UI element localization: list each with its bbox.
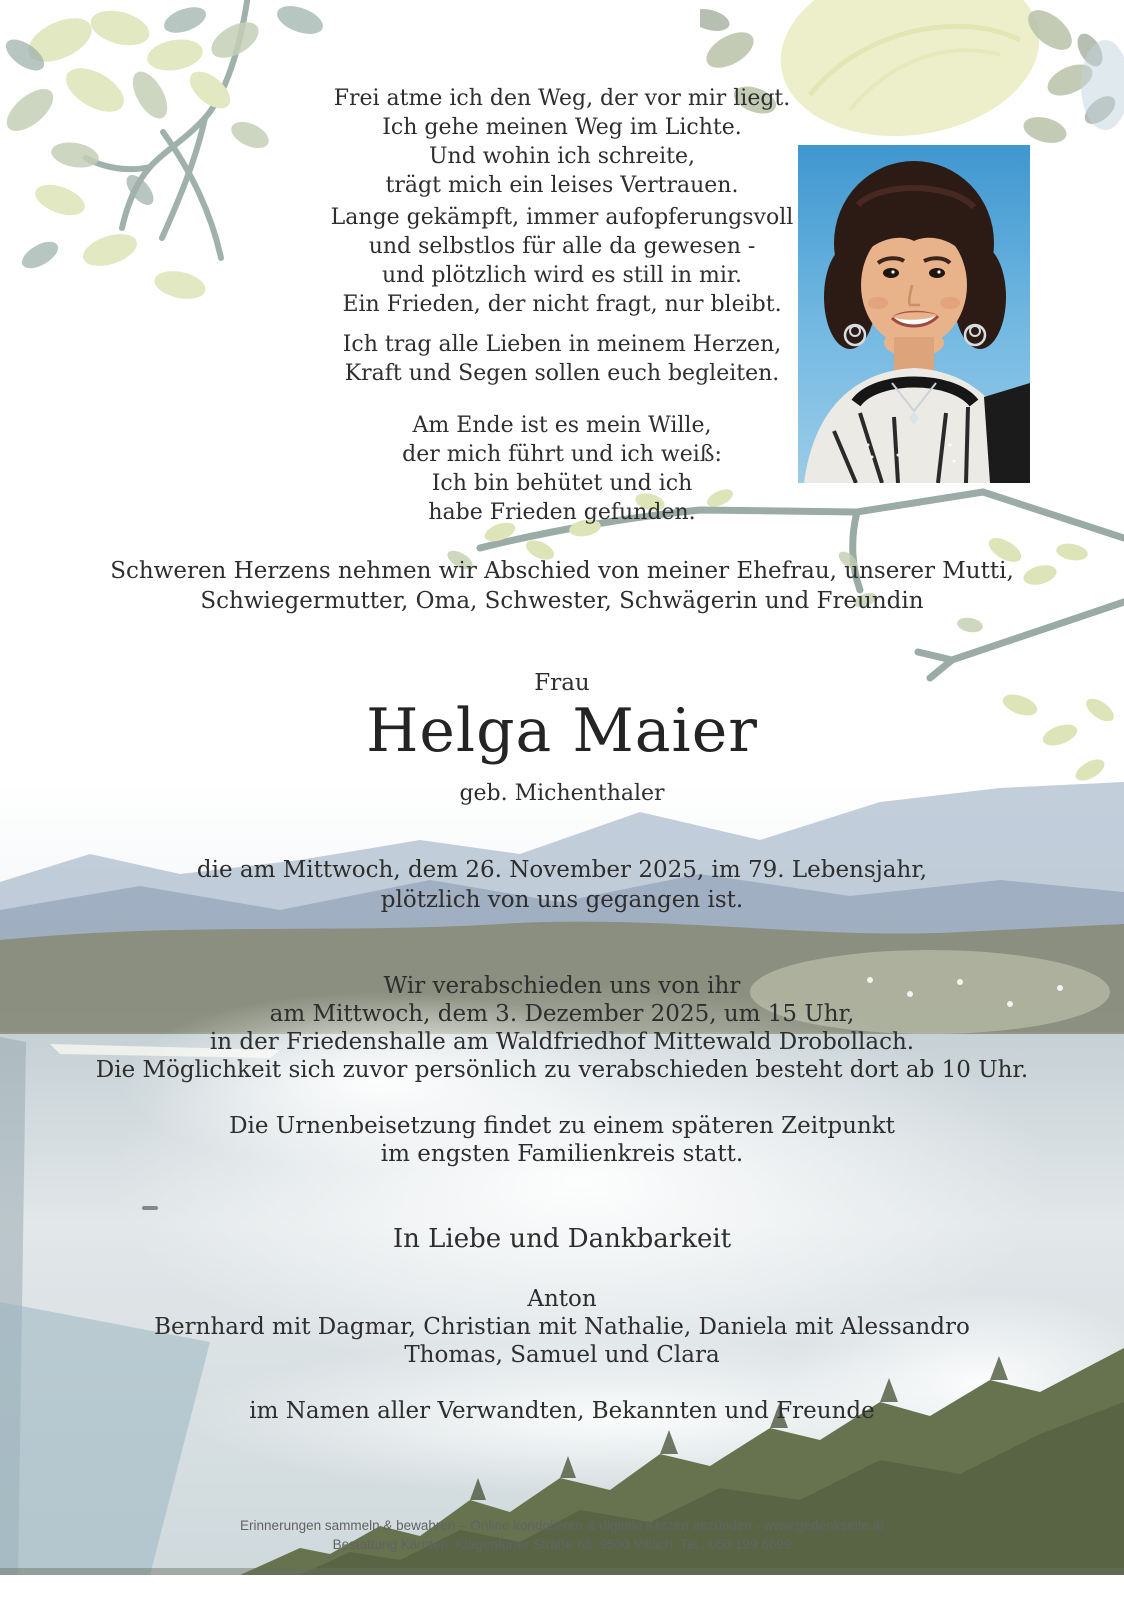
poem-stanza-2 bbox=[0, 203, 1124, 319]
poem-line: der mich führt und ich weiß: bbox=[402, 442, 722, 467]
poem-line: Kraft und Segen sollen euch begleiten. bbox=[344, 361, 780, 386]
farewell-line: Schweren Herzens nehmen wir Abschied von meiner Ehefrau, unserer Mutti, bbox=[110, 558, 1014, 584]
closing-phrase: In Liebe und Dankbarkeit bbox=[392, 1224, 732, 1254]
death-notice-line: plötzlich von uns gegangen ist. bbox=[380, 887, 744, 913]
urn-notice-line: Die Urnenbeisetzung findet zu einem späteren Zeitpunkt bbox=[229, 1113, 895, 1139]
ceremony-line: am Mittwoch, dem 3. Dezember 2025, um 15 Uhr, bbox=[269, 1001, 855, 1027]
ceremony-details bbox=[0, 972, 1124, 1084]
mourners-line: Thomas, Samuel und Clara bbox=[404, 1342, 720, 1368]
death-notice-line: die am Mittwoch, dem 26. November 2025, im 79. Lebensjahr, bbox=[196, 857, 928, 883]
footer-line: Erinnerungen sammeln & bewahren – Online kondolieren & digitale Kerzen anzünden - www.gedenkseite.at bbox=[240, 1518, 884, 1533]
poem-line: Ich trag alle Lieben in meinem Herzen, bbox=[342, 332, 782, 357]
poem-line: Frei atme ich den Weg, der vor mir liegt. bbox=[333, 86, 791, 111]
ceremony-line: in der Friedenshalle am Waldfriedhof Mittewald Drobollach. bbox=[209, 1029, 915, 1055]
poem-line: Lange gekämpft, immer aufopferungsvoll bbox=[330, 205, 794, 230]
ceremony-line: Wir verabschieden uns von ihr bbox=[383, 973, 741, 999]
funeral-home-footer bbox=[0, 1516, 1124, 1554]
poem-line: Ein Frieden, der nicht fragt, nur bleibt. bbox=[342, 292, 782, 317]
footer-line: Bestattung Kärnten, Klagenfurter Straße 68, 9500 Villach, Tel.: 050 199 6699 bbox=[332, 1537, 792, 1552]
urn-notice bbox=[0, 1112, 1124, 1168]
death-notice bbox=[0, 855, 1124, 915]
poem-stanza-3 bbox=[0, 330, 1124, 388]
poem-stanza-1 bbox=[0, 84, 1124, 200]
poem-line: und plötzlich wird es still in mir. bbox=[382, 263, 742, 288]
farewell-line: Schwiegermutter, Oma, Schwester, Schwägerin und Freundin bbox=[200, 588, 924, 614]
urn-notice-line: im engsten Familienkreis statt. bbox=[380, 1141, 744, 1167]
farewell-intro bbox=[0, 556, 1124, 616]
mourners-line: Anton bbox=[527, 1286, 597, 1312]
poem-line: Ich bin behütet und ich bbox=[431, 471, 693, 496]
maiden-name: geb. Michenthaler bbox=[459, 781, 665, 806]
mourners-line: Bernhard mit Dagmar, Christian mit Nathalie, Daniela mit Alessandro bbox=[154, 1314, 970, 1340]
ceremony-line: Die Möglichkeit sich zuvor persönlich zu verabschieden besteht dort ab 10 Uhr. bbox=[95, 1057, 1029, 1083]
poem-stanza-4 bbox=[0, 411, 1124, 527]
poem-line: trägt mich ein leises Vertrauen. bbox=[385, 173, 739, 198]
poem-line: Und wohin ich schreite, bbox=[429, 144, 695, 169]
deceased-name: Helga Maier bbox=[366, 696, 758, 766]
mourners-list bbox=[0, 1285, 1124, 1369]
salutation: Frau bbox=[534, 670, 590, 696]
poem-line: und selbstlos für alle da gewesen - bbox=[368, 234, 756, 259]
poem-line: habe Frieden gefunden. bbox=[428, 500, 696, 525]
poem-line: Ich gehe meinen Weg im Lichte. bbox=[382, 115, 742, 140]
on-behalf-line: im Namen aller Verwandten, Bekannten und Freunde bbox=[249, 1398, 875, 1424]
poem-line: Am Ende ist es mein Wille, bbox=[412, 413, 712, 438]
